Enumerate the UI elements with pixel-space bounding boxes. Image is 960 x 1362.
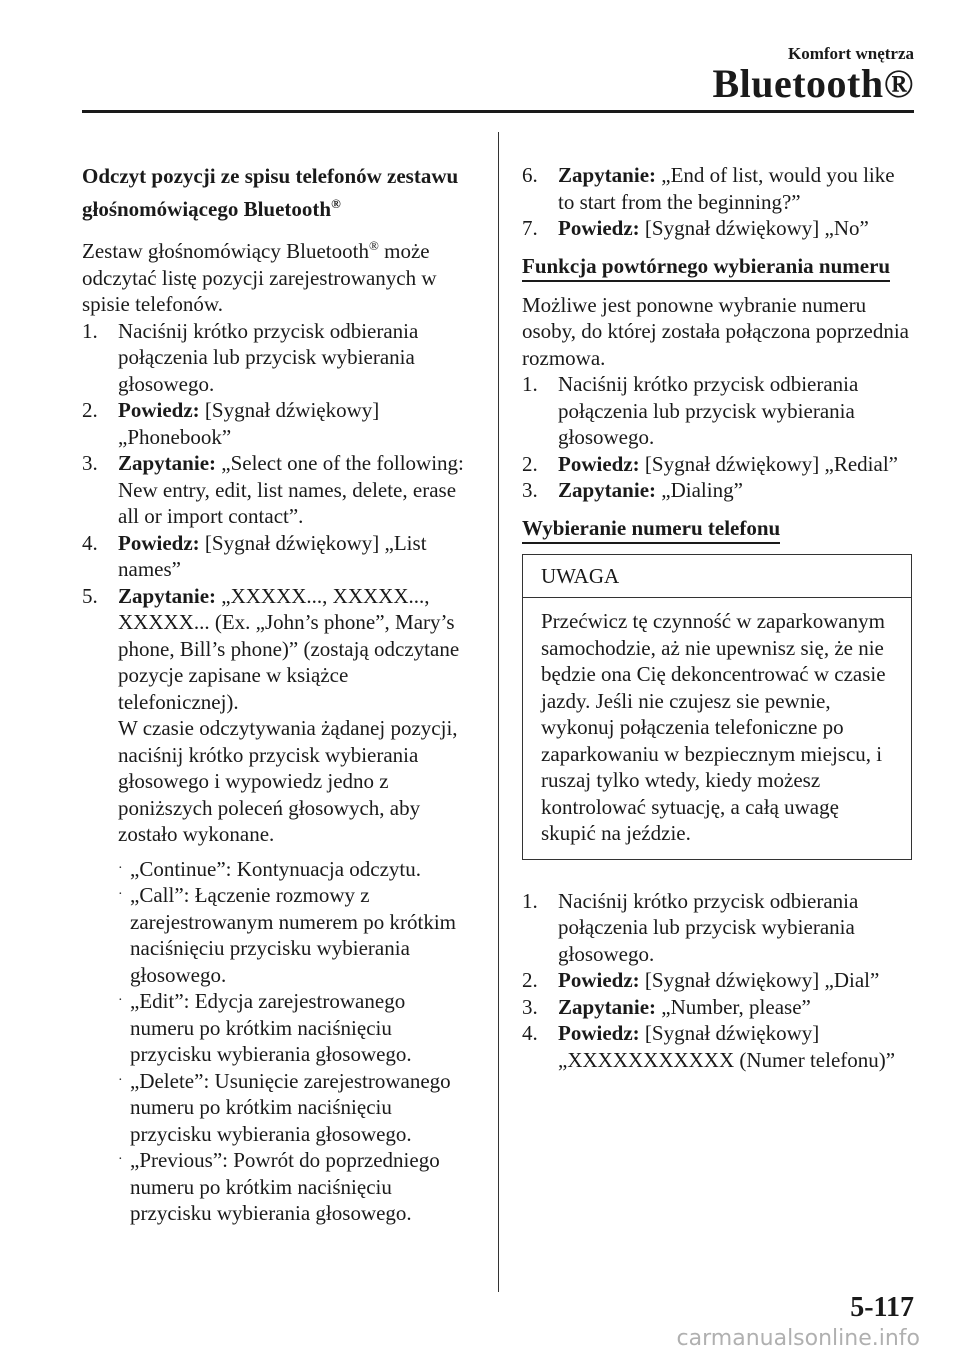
list-item: · „Continue”: Kontynuacja odczytu. <box>118 856 421 881</box>
step-1: 1. Naciśnij krótko przycisk odbierania połączenia lub przycisk wybierania głosowego. <box>82 318 419 396</box>
note-body: Przećwicz tę czynność w zaparkowanym samochodzie, aż nie upewnisz się, że nie będzie ona Cię dekoncentrować w czasie jazdy. Jeśli nie czujesz sie pewnie, wykonuj połączenia telefoniczne po zaparkowaniu w bezpiecznym miejscu, i ruszaj tylko wtedy, kiedy możesz kontrolować sytuację, a całą uwagę skupić na jeździe. <box>541 609 886 845</box>
step-5: 5. Zapytanie: „XXXXX..., XXXXX..., XXXXX... (Ex. „John’s phone”, Mary’s phone, Bill’s phone)” (zostają odczytane pozycje zapisane w książce telefonicznej). W czasie odczytywania żądanej pozycji, naciśnij krótko przycisk wybierania głosowego i wypowiedz jedno z poniższych poleceń głosowych, aby zostało wykonane. <box>82 583 460 846</box>
page-number: 5-117 <box>850 1292 914 1323</box>
header-rule <box>82 110 914 113</box>
step-2: 2. Powiedz: [Sygnał dźwiękowy] „Phonebook” <box>82 398 380 449</box>
step-7: 7. Powiedz: [Sygnał dźwiękowy] „No” <box>522 216 869 240</box>
list-item: · „Previous”: Powrót do poprzedniego numeru po krótkim naciśnięciu przycisku wybierania głosowego. <box>118 1148 440 1225</box>
subheading-redial: Funkcja powtórnego wybierania numeru <box>522 252 912 280</box>
list-item: · „Edit”: Edycja zarejestrowanego numeru po krótkim naciśnięciu przycisku wybierania głosowego. <box>118 989 412 1066</box>
dial-step-4: 4. Powiedz: [Sygnał dźwiękowy] „XXXXXXXXXXX (Numer telefonu)” <box>522 1021 896 1072</box>
column-divider <box>498 132 499 1292</box>
subheading-dial: Wybieranie numeru telefonu <box>522 514 912 542</box>
list-item: · „Delete”: Usunięcie zarejestrowanego numeru po krótkim naciśnięciu przycisku wybierania głosowego. <box>118 1068 451 1146</box>
redial-step-2: 2. Powiedz: [Sygnał dźwiękowy] „Redial” <box>522 451 898 476</box>
step-5-extra: W czasie odczytywania żądanej pozycji, naciśnij krótko przycisk wybierania głosowego i wypowiedz jedno z poniższych poleceń głosowych, aby zostało wykonane. <box>118 716 458 846</box>
dial-step-2: 2. Powiedz: [Sygnał dźwiękowy] „Dial” <box>522 968 880 992</box>
dial-step-1: 1. Naciśnij krótko przycisk odbierania połączenia lub przycisk wybierania głosowego. <box>522 888 859 966</box>
left-column <box>82 162 472 1227</box>
page-title: Bluetooth® <box>712 61 914 106</box>
step-4: 4. Powiedz: [Sygnał dźwiękowy] „List names” <box>82 530 427 581</box>
step-3: 3. Zapytanie: „Select one of the following: New entry, edit, list names, delete, erase all or import contact”. <box>82 451 464 528</box>
step-6: 6. Zapytanie: „End of list, would you like to start from the beginning?” <box>522 163 895 214</box>
right-column <box>522 162 912 1073</box>
section-heading-phonebook: Odczyt pozycji ze spisu telefonów zestawu głośnomówiącego Bluetooth® <box>82 164 459 221</box>
redial-step-1: 1. Naciśnij krótko przycisk odbierania połączenia lub przycisk wybierania głosowego. <box>522 372 859 449</box>
list-item: · „Call”: Łączenie rozmowy z zarejestrowanym numerem po krótkim naciśnięciu przycisku wybierania głosowego. <box>118 883 456 987</box>
redial-intro: Możliwe jest ponowne wybranie numeru osoby, do której została połączona poprzednia rozmowa. <box>522 292 910 370</box>
watermark: carmanualsonline.info <box>676 1326 920 1351</box>
redial-step-3: 3. Zapytanie: „Dialing” <box>522 478 743 502</box>
note-box <box>522 554 912 860</box>
command-list <box>118 856 472 1227</box>
section-label: Komfort wnętrza <box>787 44 914 63</box>
note-title: UWAGA <box>523 555 911 599</box>
dial-step-3: 3. Zapytanie: „Number, please” <box>522 994 811 1019</box>
intro-paragraph: Zestaw głośnomówiący Bluetooth® może odczytać listę pozycji zarejestrowanych w spisie telefonów. <box>82 238 437 316</box>
